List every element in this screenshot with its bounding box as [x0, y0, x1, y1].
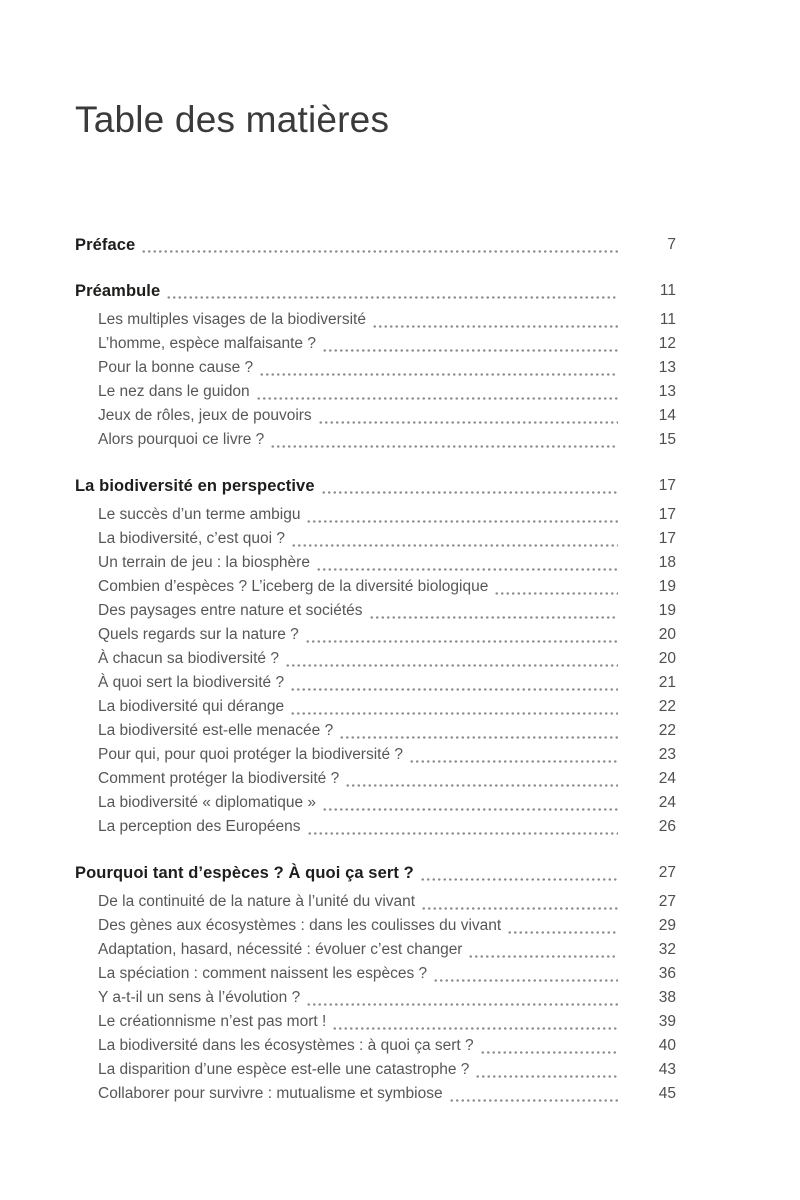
page-number: 19	[658, 602, 676, 619]
toc-entry-label: Jeux de rôles, jeux de pouvoirs	[98, 407, 312, 424]
dotted-leader	[322, 332, 618, 356]
dotted-leader	[494, 575, 618, 599]
page-number: 12	[658, 335, 676, 352]
toc-item-row	[75, 986, 676, 1010]
toc-entry-label: Pour la bonne cause ?	[98, 359, 254, 376]
toc-entry-label: Y a-t-il un sens à l’évolution ?	[98, 989, 301, 1006]
toc-section-label: La biodiversité en perspective	[75, 477, 315, 495]
page-number: 17	[658, 477, 676, 494]
page-number: 22	[658, 722, 676, 739]
toc-section-label: Préambule	[75, 282, 161, 300]
page-number: 13	[658, 383, 676, 400]
toc-entry-label: Collaborer pour survivre : mutualisme et symbiose	[98, 1085, 443, 1102]
toc-item-row	[75, 551, 676, 575]
toc-entry-label: Le nez dans le guidon	[98, 383, 250, 400]
toc-item-row	[75, 719, 676, 743]
toc-item-row	[75, 380, 676, 404]
dotted-leader	[449, 1082, 618, 1106]
toc-entry-label: Alors pourquoi ce livre ?	[98, 431, 265, 448]
toc-section-row	[75, 861, 676, 885]
toc-item-row	[75, 914, 676, 938]
toc-entry-label: La spéciation : comment naissent les espèces ?	[98, 965, 428, 982]
toc-entry-label: Pour qui, pour quoi protéger la biodiversité ?	[98, 746, 404, 763]
toc-entry-label: Les multiples visages de la biodiversité	[98, 311, 366, 328]
dotted-leader	[285, 647, 618, 671]
dotted-leader	[322, 791, 618, 815]
dotted-leader	[369, 599, 618, 623]
toc-entry-label: Combien d’espèces ? L’iceberg de la diversité biologique	[98, 578, 489, 595]
dotted-leader	[290, 695, 618, 719]
toc-item-row	[75, 1034, 676, 1058]
toc-entry-label: L’homme, espèce malfaisante ?	[98, 335, 316, 352]
dotted-leader	[409, 743, 618, 767]
toc-section	[75, 279, 676, 452]
toc-item-row	[75, 671, 676, 695]
toc-entry-label: Adaptation, hasard, nécessité : évoluer c’est changer	[98, 941, 463, 958]
page-number: 45	[658, 1085, 676, 1102]
toc-item-row	[75, 695, 676, 719]
toc-item-row	[75, 599, 676, 623]
page-number: 15	[658, 431, 676, 448]
toc-item-row	[75, 791, 676, 815]
toc-entry-label: La biodiversité « diplomatique »	[98, 794, 316, 811]
toc-item-row	[75, 938, 676, 962]
page-title: Table des matières	[75, 99, 390, 140]
toc-item-row	[75, 527, 676, 551]
page-number: 7	[667, 236, 676, 253]
dotted-leader	[475, 1058, 618, 1082]
dotted-leader	[507, 914, 618, 938]
toc-item-row	[75, 1010, 676, 1034]
dotted-leader	[256, 380, 618, 404]
page-number: 36	[658, 965, 676, 982]
toc-entry-label: Des gènes aux écosystèmes : dans les coulisses du vivant	[98, 917, 502, 934]
toc-section-row	[75, 279, 676, 303]
dotted-leader	[372, 308, 618, 332]
toc-section-row	[75, 474, 676, 498]
toc-entry-label: À chacun sa biodiversité ?	[98, 650, 279, 667]
dotted-leader	[306, 986, 618, 1010]
toc-item-row	[75, 647, 676, 671]
toc-section-items	[75, 503, 676, 839]
page-number: 13	[658, 359, 676, 376]
page-number: 20	[658, 626, 676, 643]
toc-section-items	[75, 308, 676, 452]
page-number: 32	[658, 941, 676, 958]
page-number: 26	[658, 818, 676, 835]
dotted-leader	[468, 938, 618, 962]
toc-section	[75, 861, 676, 1106]
page-number: 39	[658, 1013, 676, 1030]
toc-entry-label: La disparition d’une espèce est-elle une catastrophe ?	[98, 1061, 470, 1078]
toc-item-row	[75, 332, 676, 356]
page-number: 38	[658, 989, 676, 1006]
dotted-leader	[339, 719, 618, 743]
page-number: 17	[658, 530, 676, 547]
toc-item-row	[75, 767, 676, 791]
dotted-leader	[141, 233, 618, 257]
dotted-leader	[291, 527, 618, 551]
dotted-leader	[316, 551, 618, 575]
toc-item-row	[75, 743, 676, 767]
dotted-leader	[420, 861, 618, 885]
toc-entry-label: La biodiversité dans les écosystèmes : à quoi ça sert ?	[98, 1037, 474, 1054]
page-number: 27	[658, 864, 676, 881]
toc-item-row	[75, 962, 676, 986]
page-number: 27	[658, 893, 676, 910]
toc-entry-label: La biodiversité qui dérange	[98, 698, 285, 715]
toc-entry-label: À quoi sert la biodiversité ?	[98, 674, 285, 691]
toc-section-label: Préface	[75, 236, 136, 254]
table-of-contents	[75, 233, 676, 1106]
dotted-leader	[166, 279, 618, 303]
toc-entry-label: Le succès d’un terme ambigu	[98, 506, 301, 523]
toc-item-row	[75, 1058, 676, 1082]
dotted-leader	[433, 962, 618, 986]
page-number: 29	[658, 917, 676, 934]
toc-section	[75, 233, 676, 257]
toc-item-row	[75, 404, 676, 428]
toc-entry-label: Comment protéger la biodiversité ?	[98, 770, 340, 787]
page-number: 19	[658, 578, 676, 595]
toc-item-row	[75, 815, 676, 839]
toc-item-row	[75, 428, 676, 452]
dotted-leader	[321, 474, 618, 498]
page-number: 24	[658, 770, 676, 787]
toc-entry-label: Quels regards sur la nature ?	[98, 626, 299, 643]
toc-item-row	[75, 890, 676, 914]
page-number: 23	[658, 746, 676, 763]
toc-item-row	[75, 308, 676, 332]
toc-item-row	[75, 575, 676, 599]
page-number: 17	[658, 506, 676, 523]
dotted-leader	[345, 767, 618, 791]
dotted-leader	[307, 815, 618, 839]
toc-section-items	[75, 890, 676, 1106]
page-number: 20	[658, 650, 676, 667]
page-number: 43	[658, 1061, 676, 1078]
toc-item-row	[75, 623, 676, 647]
page-number: 22	[658, 698, 676, 715]
page-number: 40	[658, 1037, 676, 1054]
toc-section-label: Pourquoi tant d’espèces ? À quoi ça sert ?	[75, 864, 414, 882]
dotted-leader	[306, 503, 618, 527]
toc-item-row	[75, 503, 676, 527]
dotted-leader	[290, 671, 618, 695]
toc-item-row	[75, 1082, 676, 1106]
toc-item-row	[75, 356, 676, 380]
toc-section	[75, 474, 676, 839]
dotted-leader	[421, 890, 618, 914]
toc-entry-label: La perception des Européens	[98, 818, 301, 835]
page-number: 11	[659, 311, 676, 328]
toc-entry-label: De la continuité de la nature à l’unité du vivant	[98, 893, 416, 910]
toc-entry-label: La biodiversité est-elle menacée ?	[98, 722, 334, 739]
dotted-leader	[480, 1034, 618, 1058]
page-number: 14	[658, 407, 676, 424]
toc-section-row	[75, 233, 676, 257]
dotted-leader	[318, 404, 618, 428]
dotted-leader	[332, 1010, 618, 1034]
page-number: 21	[658, 674, 676, 691]
dotted-leader	[270, 428, 618, 452]
page-number: 24	[658, 794, 676, 811]
toc-entry-label: Le créationnisme n’est pas mort !	[98, 1013, 327, 1030]
toc-entry-label: Un terrain de jeu : la biosphère	[98, 554, 310, 571]
toc-entry-label: Des paysages entre nature et sociétés	[98, 602, 363, 619]
dotted-leader	[305, 623, 618, 647]
dotted-leader	[259, 356, 618, 380]
toc-entry-label: La biodiversité, c’est quoi ?	[98, 530, 285, 547]
page-number: 11	[659, 282, 676, 299]
page-number: 18	[658, 554, 676, 571]
